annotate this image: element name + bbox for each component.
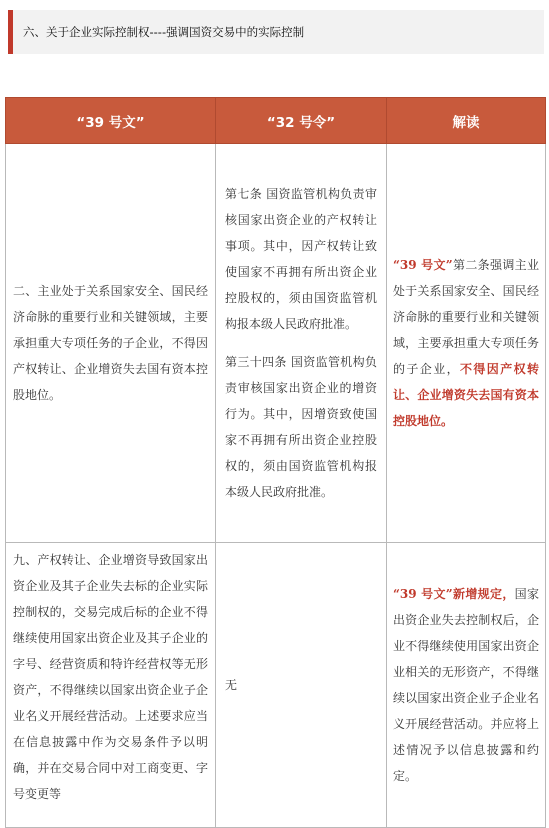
row2-32-ling-cell: 无 — [216, 543, 387, 828]
table-row — [6, 144, 546, 543]
row2-interpretation-text: 国家出资企业失去控制权后，企业不得继续使用国家出资企业相关的无形资产，不得继续以国家出资企业子企业名义开展经营活动。并应将上述情况予以信息披露和约定。 — [393, 587, 539, 783]
row1-article-7: 第七条 国资监管机构负责审核国家出资企业的产权转让事项。其中，因产权转让致使国家不再拥有所出资企业控股权的，须由国资监管机构报本级人民政府批准。 — [225, 187, 377, 331]
comparison-table — [5, 97, 546, 828]
row2-highlight-new-rule: “39 号文”新增规定， — [393, 587, 515, 601]
row1-article-34: 第三十四条 国资监管机构负责审核国家出资企业的增资行为。其中，因增资致使国家不再拥有所出资企业控股权的，须由国资监管机构报本级人民政府批准。 — [225, 355, 377, 499]
table-row — [6, 543, 546, 828]
section-title: 六、关于企业实际控制权----强调国资交易中的实际控制 — [23, 25, 305, 39]
header-32-ling: “32 号令” — [216, 98, 387, 144]
section-accent-bar — [8, 10, 13, 54]
row1-interpretation-cell — [387, 144, 546, 543]
section-header — [8, 10, 544, 54]
row1-39-wen-cell: 二、主业处于关系国家安全、国民经济命脉的重要行业和关键领域，主要承担重大专项任务的子企业，不得因产权转让、企业增资失去国有资本控股地位。 — [6, 144, 216, 543]
table-header-row — [6, 98, 546, 144]
row1-highlight-conclusion: 不得因产权转让、企业增资失去国有资本控股地位。 — [393, 362, 539, 428]
row1-32-ling-cell — [216, 144, 387, 543]
row1-interpretation-text: 第二条强调主业处于关系国家安全、国民经济命脉的重要行业和关键领域，主要承担重大专项任务的子企业， — [393, 258, 539, 376]
row2-39-wen-cell: 九、产权转让、企业增资导致国家出资企业及其子企业失去标的企业实际控制权的，交易完成后标的企业不得继续使用国家出资企业及其子企业的字号、经营资质和特许经营权等无形资产，不得继续以国家出资企业子企业名义开展经营活动。上述要求应当在信息披露中作为交易条件予以明确，并在交易合同中对工商变更、字号变更等 — [6, 543, 216, 828]
header-interpretation: 解读 — [387, 98, 546, 144]
header-39-wen: “39 号文” — [6, 98, 216, 144]
row1-highlight-doc: “39 号文” — [393, 258, 453, 272]
row2-interpretation-cell — [387, 543, 546, 828]
